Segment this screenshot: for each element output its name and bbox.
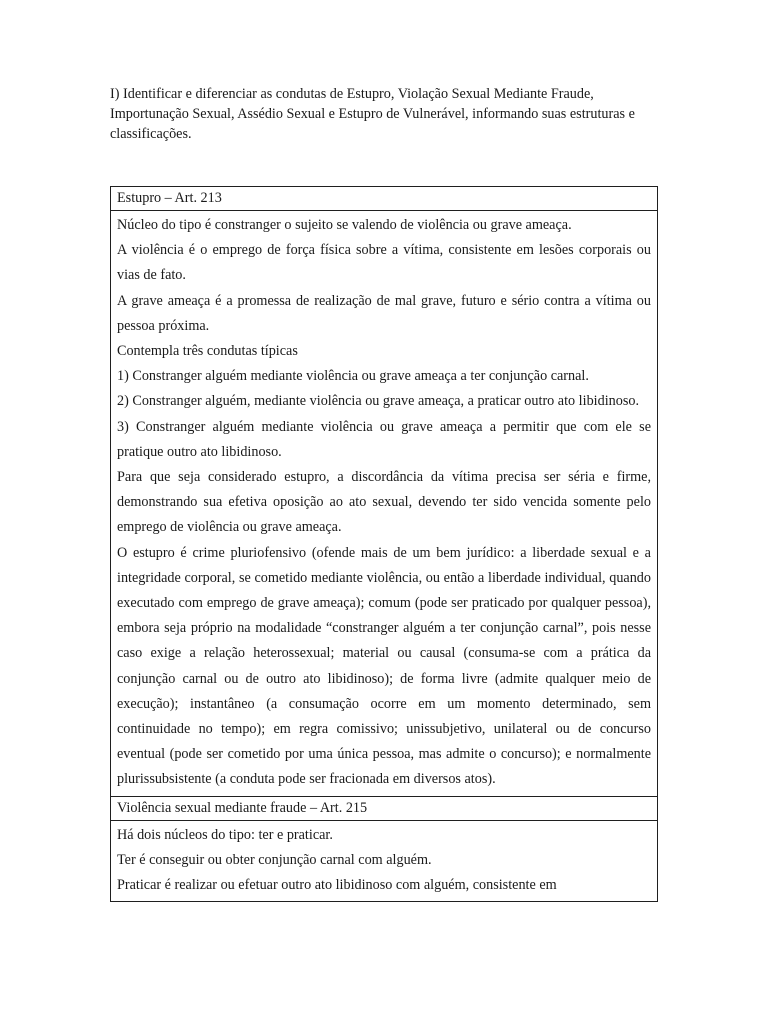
table-row [111, 211, 658, 797]
section-body-violencia-fraude [111, 820, 658, 902]
paragraph: Praticar é realizar ou efetuar outro ato libidinoso com alguém, consistente em [117, 877, 557, 894]
section-heading-estupro: Estupro – Art. 213 [111, 187, 658, 211]
table-row [111, 796, 658, 820]
paragraph: A violência é o emprego de força física sobre a vítima, consistente em lesões corporais ou vias de fato. [117, 242, 651, 284]
paragraph: Contempla três condutas típicas [117, 343, 298, 360]
content-table [110, 186, 658, 902]
section-heading-violencia-fraude: Violência sexual mediante fraude – Art. 215 [111, 796, 658, 820]
paragraph: Núcleo do tipo é constranger o sujeito se valendo de violência ou grave ameaça. [117, 217, 572, 233]
paragraph: 3) Constranger alguém mediante violência ou grave ameaça a permitir que com ele se pratique outro ato libidinoso. [117, 418, 651, 460]
paragraph: O estupro é crime pluriofensivo (ofende mais de um bem jurídico: a liberdade sexual e a integridade corporal, se cometido mediante violência, ou então a liberdade individual, quando executado com emprego de grave ameaça); comum (pode ser praticado por qualquer pessoa), embora seja próprio na modalidade “constranger alguém a ter conjunção carnal”, pois nesse caso exige a relação heterossexual; material ou causal (consuma-se com a prática da conjunção carnal ou de outro ato libidinoso); de forma livre (admite qualquer meio de execução); instantâneo (a consumação ocorre em um momento determinado, sem continuidade no tempo); em regra comissivo; unissubjetivo, unilateral ou de concurso eventual (pode ser cometido por uma única pessoa, mas admite o concurso); e normalmente plurissubsistente (a conduta pode ser fracionada em diversos atos). [117, 544, 651, 788]
paragraph: A grave ameaça é a promessa de realização de mal grave, futuro e sério contra a vítima ou pessoa próxima. [117, 292, 651, 334]
paragraph: 2) Constranger alguém, mediante violência ou grave ameaça, a praticar outro ato libidinoso. [117, 393, 639, 410]
intro-question: I) Identificar e diferenciar as condutas de Estupro, Violação Sexual Mediante Fraude, Importunação Sexual, Assédio Sexual e Estupro de Vulnerável, informando suas estruturas e classificações. [110, 86, 635, 142]
paragraph: Há dois núcleos do tipo: ter e praticar. [117, 826, 333, 843]
table-row [111, 820, 658, 902]
paragraph: Para que seja considerado estupro, a discordância da vítima precisa ser séria e firme, demonstrando sua efetiva oposição ao ato sexual, devendo ter sido vencida somente pelo emprego de violência ou grave ameaça. [117, 469, 651, 536]
table-row [111, 187, 658, 211]
paragraph: Ter é conseguir ou obter conjunção carnal com alguém. [117, 851, 432, 868]
section-body-estupro [111, 211, 658, 797]
paragraph: 1) Constranger alguém mediante violência ou grave ameaça a ter conjunção carnal. [117, 368, 589, 385]
